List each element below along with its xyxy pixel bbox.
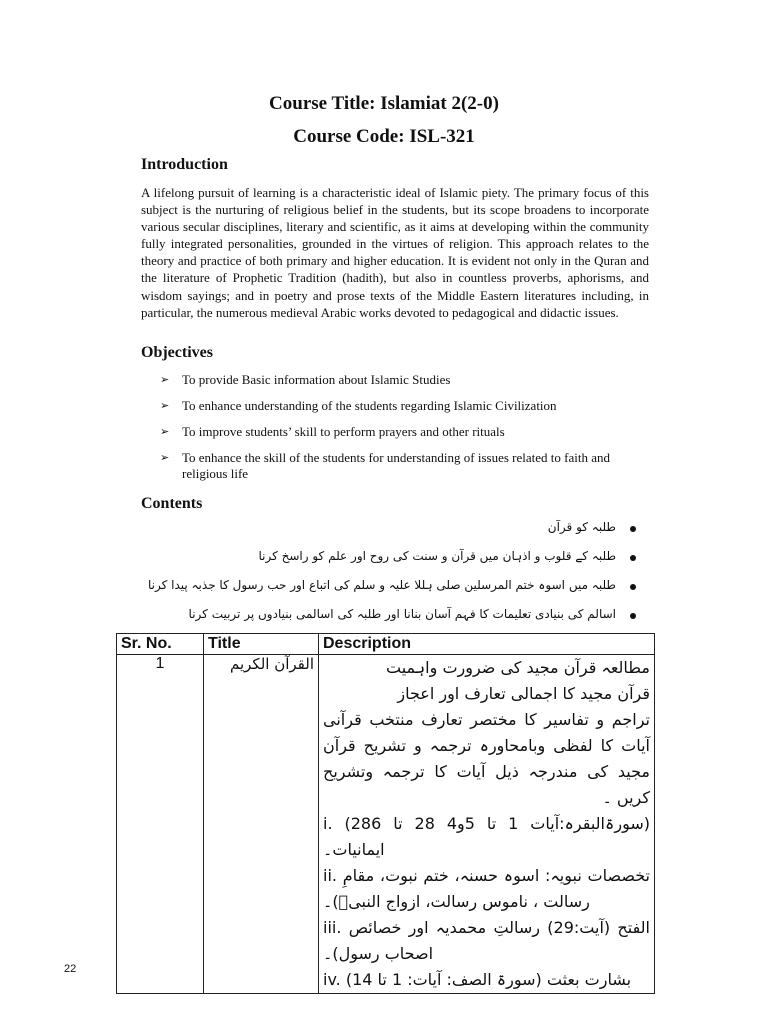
header-sr-no: Sr. No.	[117, 634, 204, 655]
contents-item	[180, 604, 630, 633]
bullet-dot-icon	[630, 613, 636, 619]
contents-item-text: طلبہ کو قرآن	[547, 520, 616, 534]
arrow-bullet-icon: ➢	[160, 399, 170, 412]
objective-item	[160, 424, 652, 450]
description-line: i. (سورۃالبقرہ:آیات 1 تا 5و4 28 تا 286) ایمانیات۔	[323, 814, 651, 859]
cell-title: القرآن الكريم	[204, 655, 319, 994]
objective-text: To enhance understanding of the students regarding Islamic Civilization	[182, 398, 557, 413]
description-line: تراجم و تفاسیر کا مختصر تعارف منتخب قرآنی آیات کا لفظی وبامحاورہ ترجمہ و تشریح قرآن مجید کی مندرجہ ذیل آیات کا ترجمہ وتشریح کریں ۔	[323, 710, 650, 807]
objective-item	[160, 372, 652, 398]
contents-heading: Contents	[141, 495, 203, 512]
objective-item	[160, 398, 652, 424]
contents-item-text: طلبہ کے قلوب و اذہان میں قرآن و سنت کی روح اور علم کو راسخ کرنا	[258, 549, 616, 563]
description-line: iv. (سورۃ الصف: آیات: 1 تا 14) بشارت بعثت	[323, 970, 632, 989]
description-line: مطالعہ قرآن مجید کی ضرورت واہمیت	[386, 658, 650, 677]
syllabus-table	[116, 633, 655, 994]
table-header-row	[117, 634, 655, 655]
header-description: Description	[319, 634, 655, 655]
contents-item-text: طلبہ میں اسوہ ختم المرسلین صلی ہللا علیہ و سلم کی اتباع اور حب رسول کا جذبہ پیدا کرنا	[147, 578, 616, 592]
arrow-bullet-icon: ➢	[160, 425, 170, 438]
bullet-dot-icon	[630, 584, 636, 590]
description-line: ii. تخصصات نبویہ: اسوہ حسنہ، ختم نبوت، مقامِ رسالت ، ناموس رسالت، ازواج النبیؐ)۔	[323, 866, 651, 911]
course-title: Course Title: Islamiat 2(2-0)	[269, 93, 499, 114]
objectives-list	[160, 372, 652, 484]
header-title: Title	[204, 634, 319, 655]
introduction-text: A lifelong pursuit of learning is a characteristic ideal of Islamic piety. The primary focus of this subject is the nurturing of religious belief in the students, but its scope broadens to incorporate various secular disciplines, literary and scientific, as it aims at developing within the community fully integrated personalities, grounded in the virtues of religion. This approach relates to the theory and practice of both primary and higher education. It is evident not only in the Quran and the literature of Prophetic Tradition (hadith), but also in countless proverbs, aphorisms, and wisdom sayings; and in poetry and prose texts of the Middle Eastern literatures including, in particular, the numerous medieval Arabic works devoted to pedagogical and didactic issues.	[141, 185, 649, 320]
contents-list	[147, 517, 630, 633]
cell-description	[319, 655, 655, 994]
introduction-heading: Introduction	[141, 156, 228, 173]
objectives-heading: Objectives	[141, 344, 213, 361]
objective-item	[160, 450, 652, 484]
contents-item	[147, 575, 630, 604]
bullet-dot-icon	[630, 526, 636, 532]
page-number: 22	[64, 963, 77, 975]
arrow-bullet-icon: ➢	[160, 451, 170, 464]
description-line: iii. الفتح (آیت:29) رسالتِ محمدیہ اور خصائص اصحاب رسول)۔	[323, 918, 650, 963]
arrow-bullet-icon: ➢	[160, 373, 170, 386]
contents-item	[180, 517, 630, 546]
table-row	[117, 655, 655, 994]
contents-item	[180, 546, 630, 575]
objective-text: To provide Basic information about Islamic Studies	[182, 372, 451, 387]
course-code: Course Code: ISL-321	[293, 126, 475, 147]
objective-text: To improve students’ skill to perform prayers and other rituals	[182, 424, 505, 439]
contents-item-text: اسالم کی بنیادی تعلیمات کا فہم آسان بنانا اور طلبہ کی اسالمی بنیادوں پر تربیت کرنا	[188, 607, 616, 621]
cell-sr-no: 1	[117, 655, 204, 994]
bullet-dot-icon	[630, 555, 636, 561]
description-line: قرآن مجید کا اجمالی تعارف اور اعجاز	[397, 684, 650, 703]
objective-text: To enhance the skill of the students for understanding of issues related to faith and religious life	[182, 450, 610, 481]
